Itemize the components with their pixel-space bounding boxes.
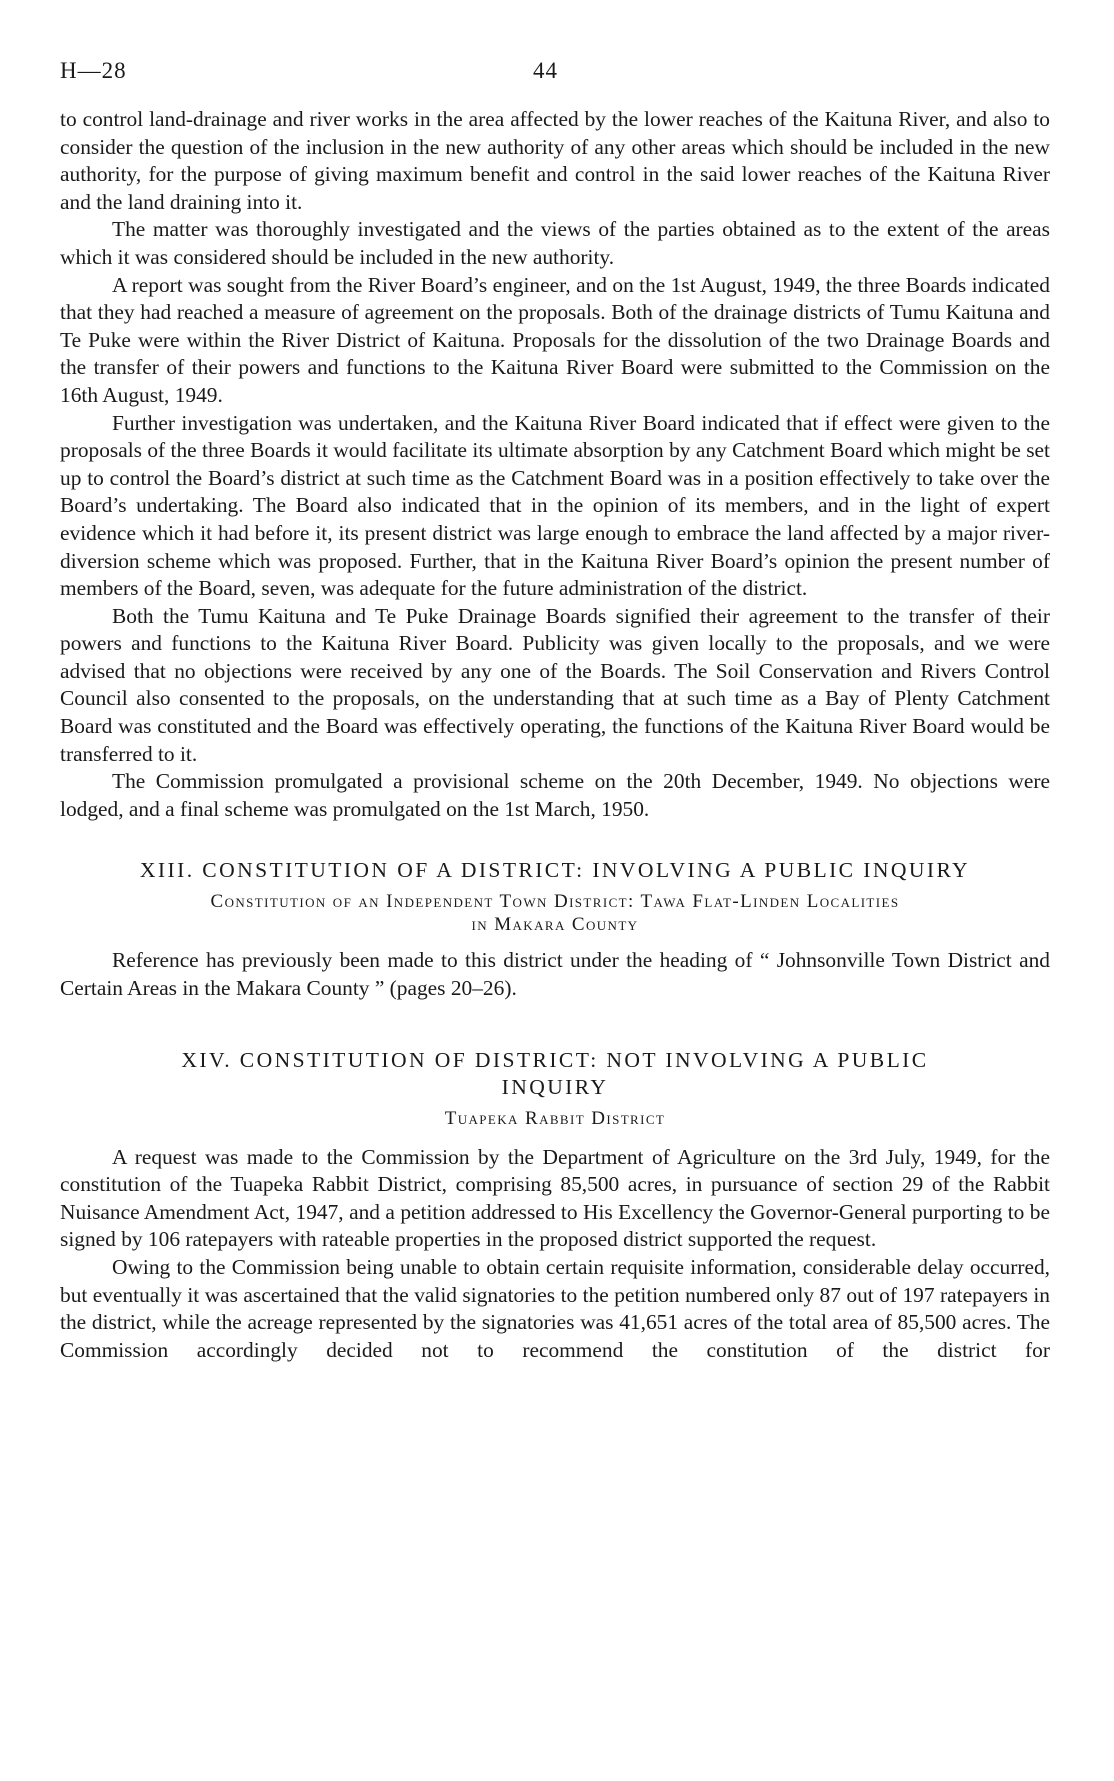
section-xiv-title-line1: XIV. CONSTITUTION OF DISTRICT: NOT INVOLVING A PUBLIC: [181, 1047, 929, 1072]
section-xiii-heading: [60, 857, 1050, 884]
document-reference: H—28: [60, 58, 127, 83]
paragraph: Further investigation was undertaken, and the Kaituna River Board indicated that if effect were given to the proposals of the three Boards it would facilitate its ultimate absorption by any Catchment Board which might be set up to control the Board’s district at such time as the Catchment Board was in a position effectively to take over the Board’s undertaking. The Board also indicated that in the opinion of its members, and in the light of expert evidence which it had before it, its present district was large enough to embrace the land affected by a major river-diversion scheme which was proposed. Further, that in the Kaituna River Board’s opinion the present number of members of the Board, seven, was adequate for the future administration of the district.: [60, 410, 1050, 601]
page-number: 44: [533, 58, 558, 83]
section-xiv-title-line2: INQUIRY: [501, 1074, 609, 1099]
section-xiv-heading: [60, 1047, 1050, 1101]
paragraph: Both the Tumu Kaituna and Te Puke Drainage Boards signified their agreement to the transfer of their powers and functions to the Kaituna River Board. Publicity was given locally to the proposals, and we were advised that no objections were received by any one of the Boards. The Soil Conservation and Rivers Control Council also consented to the proposals, on the understanding that at such time as a Bay of Plenty Catchment Board was constituted and the Board was effectively operating, the functions of the Kaituna River Board would be transferred to it.: [60, 603, 1050, 766]
section-xiii-subheading-line1: Constitution of an Independent Town District: Tawa Flat-Linden Localities: [210, 891, 900, 913]
paragraph: The Commission promulgated a provisional scheme on the 20th December, 1949. No objections were lodged, and a final scheme was promulgated on the 1st March, 1950.: [60, 769, 1050, 821]
section-xiii-title: XIII. CONSTITUTION OF A DISTRICT: INVOLVING A PUBLIC INQUIRY: [139, 858, 971, 883]
paragraph: A report was sought from the River Board’s engineer, and on the 1st August, 1949, the three Boards indicated that they had reached a measure of agreement on the proposals. Both of the drainage districts of Tumu Kaituna and Te Puke were within the River District of Kaituna. Proposals for the dissolution of the two Drainage Boards and the transfer of their powers and functions to the Kaituna River Board were submitted to the Commission on the 16th August, 1949.: [60, 272, 1050, 407]
section-xiii-subheading: [60, 888, 1050, 935]
section-xiv-paragraph: A request was made to the Commission by the Department of Agriculture on the 3rd July, 1949, for the constitution of the Tuapeka Rabbit District, comprising 85,500 acres, in pursuance of section 29 of the Rabbit Nuisance Amendment Act, 1947, and a petition addressed to His Excellency the Governor-General purporting to be signed by 106 ratepayers with rateable properties in the proposed district supported the request.: [60, 1144, 1050, 1252]
paragraph-continued: to control land-drainage and river works in the area affected by the lower reaches of the Kaituna River, and also to consider the question of the inclusion in the new authority of any other areas which should be included in the new authority, for the purpose of giving maximum benefit and control in the said lower reaches of the Kaituna River and the land draining into it.: [60, 107, 1050, 214]
body-text: [60, 106, 1050, 823]
section-xiii-paragraph: Reference has previously been made to this district under the heading of “ Johnsonville Town District and Certain Areas in the Makara County ” (pages 20–26).: [60, 948, 1050, 1001]
section-xiv-subheading: [60, 1105, 1050, 1132]
section-xiii-subheading-line2: in Makara County: [471, 914, 639, 936]
document-page: [60, 52, 1050, 1364]
section-xiv-subheading-text: Tuapeka Rabbit District: [444, 1107, 666, 1129]
section-xiv-paragraph: Owing to the Commission being unable to obtain certain requisite information, considerable delay occurred, but eventually it was ascertained that the valid signatories to the petition numbered only 87 out of 197 ratepayers in the district, while the acreage represented by the signatories was 41,651 acres of the total area of 85,500 acres. The Commission accordingly decided not to recommend the constitution of the district for: [60, 1255, 1050, 1362]
paragraph: The matter was thoroughly investigated and the views of the parties obtained as to the extent of the areas which it was considered should be included in the new authority.: [60, 217, 1050, 269]
running-head: [60, 52, 1050, 92]
